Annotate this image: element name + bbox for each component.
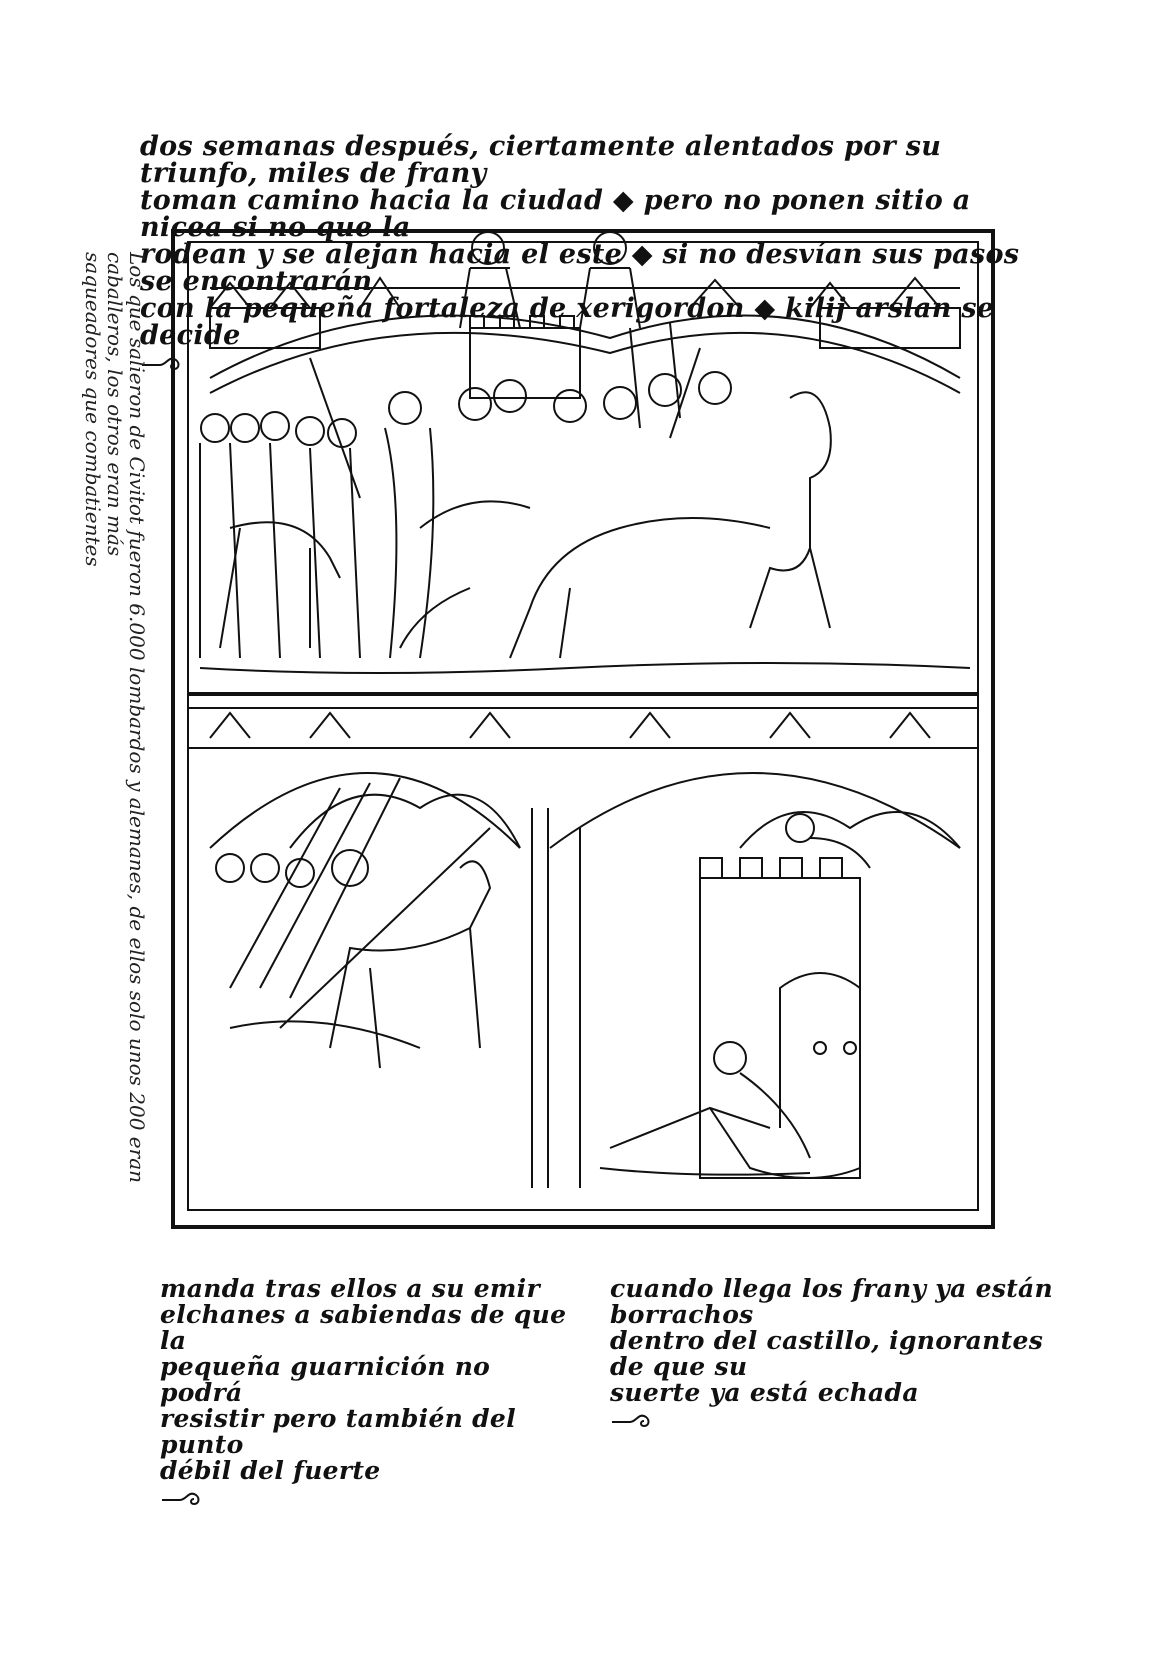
illustration — [170, 228, 996, 1230]
horse — [400, 392, 831, 658]
side-caption — [81, 252, 149, 1202]
bottom-left-caption-text: manda tras ellos a su emir elchanes a sabiendas de que la pequeña guarnición no podrá resistir pero también del punto débil del fuerte — [160, 1274, 567, 1485]
bottom-left-caption — [160, 1250, 580, 1510]
top-panel — [200, 232, 970, 673]
bottom-right-caption — [610, 1250, 1070, 1432]
bottom-right-caption-text: cuando llega los frany ya están borrachos dentro del castillo, ignorantes de que su suerte ya está echada — [610, 1274, 1054, 1407]
top-caption-text: dos semanas después, ciertamente alentados por su triunfo, miles de frany toman camino hacia la ciudad ◆ pero no ponen sitio a nicea si no que la rodean y se alejan hacia el este ◆ si no desvían sus pasos se encontrarán con la pequeña fortaleza de xerigordon ◆ kilij arslan se decide — [140, 131, 1020, 351]
scroll-flourish-icon — [160, 1490, 208, 1508]
side-caption-text: Los que salieron de Civitot fueron 6.000 lombardos y alemanes, de ellos solo unos 200 eran caballeros, los otros eran más saqueadores que combatientes — [81, 252, 149, 1184]
crowd — [200, 372, 731, 658]
outer-frame — [173, 231, 993, 1227]
scroll-flourish-icon — [610, 1412, 658, 1430]
bottom-panel — [188, 713, 978, 1188]
